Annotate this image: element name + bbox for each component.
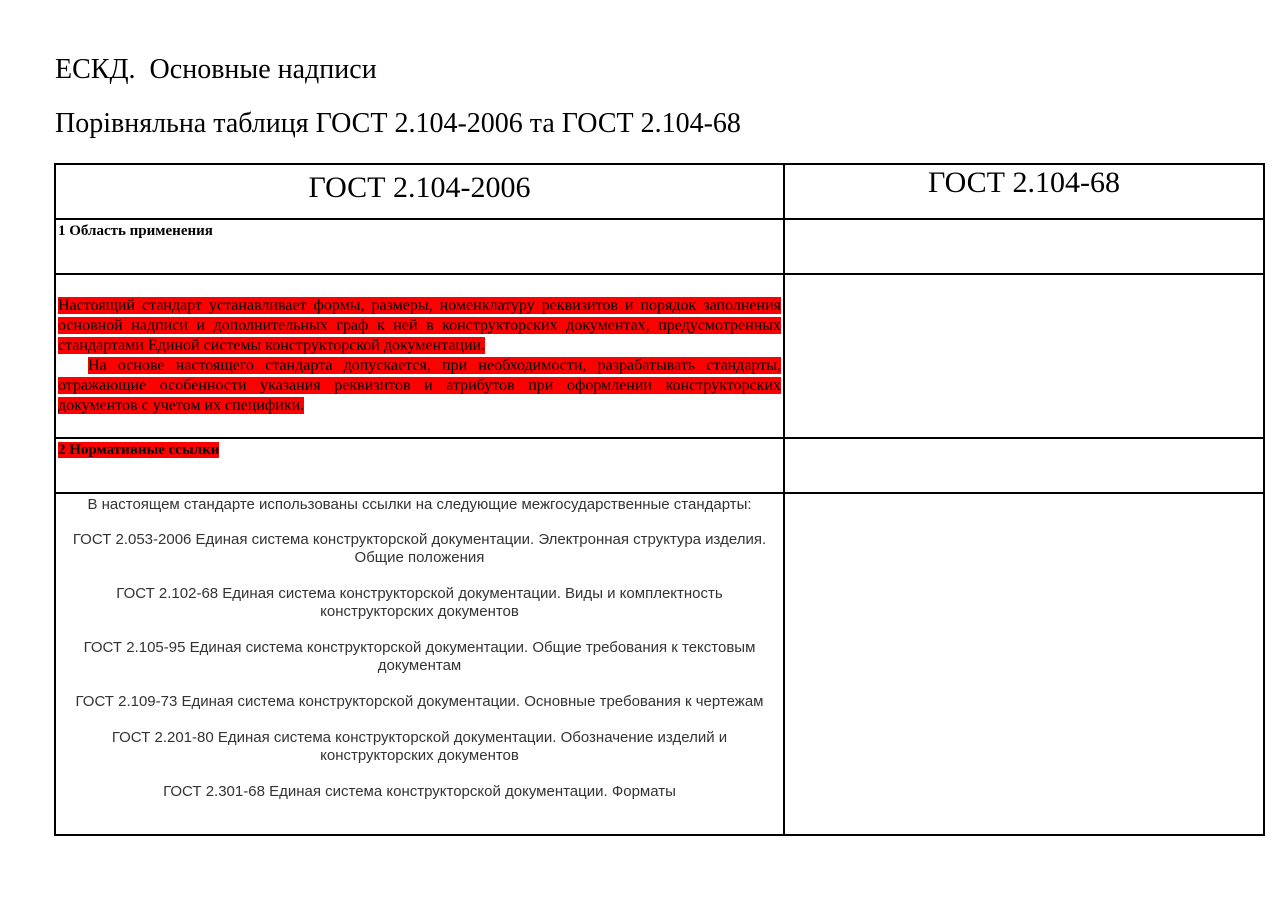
section2-refs-cell-68 (784, 493, 1264, 835)
section2-title: 2 Нормативные ссылки (58, 442, 220, 458)
section1-title-row (55, 219, 1264, 274)
section2-refs-row (55, 493, 1264, 835)
references-list (56, 494, 783, 801)
section1-text-cell (55, 274, 784, 438)
reference-item: ГОСТ 2.105-95 Единая система конструкторской документации. Общие требования к текстовым документам (83, 639, 756, 674)
references-intro: В настоящем стандарте использованы ссылки на следующие межгосударственные стандарты: (87, 496, 752, 513)
reference-item: ГОСТ 2.301-68 Единая система конструкторской документации. Форматы (163, 783, 676, 800)
section2-title-cell (55, 438, 784, 493)
scope-text-block (56, 275, 783, 416)
header-label-68: ГОСТ 2.104-68 (928, 166, 1120, 199)
section1-text-row (55, 274, 1264, 438)
reference-item: ГОСТ 2.102-68 Единая система конструкторской документации. Виды и комплектность конструкторских документов (116, 585, 723, 620)
section2-title-cell-68 (784, 438, 1264, 493)
document-subtitle: Порівняльна таблиця ГОСТ 2.104-2006 та ГОСТ 2.104-68 (55, 108, 741, 139)
section2-refs-cell (55, 493, 784, 835)
header-cell-2006 (55, 164, 784, 219)
reference-item: ГОСТ 2.109-73 Единая система конструкторской документации. Основные требования к чертежам (75, 693, 764, 710)
section1-title-cell-68 (784, 219, 1264, 274)
scope-paragraph-2: На основе настоящего стандарта допускается, при необходимости, разрабатывать стандарты, отражающие особенности указания реквизитов и атрибутов при оформлении конструкторских документов с учетом их специфики. (58, 357, 781, 414)
section1-title-cell (55, 219, 784, 274)
document-title: ЕСКД. Основные надписи (55, 54, 377, 85)
header-row (55, 164, 1264, 219)
header-cell-68 (784, 164, 1264, 219)
comparison-table (54, 163, 1265, 836)
section1-text-cell-68 (784, 274, 1264, 438)
scope-paragraph-1: Настоящий стандарт устанавливает формы, размеры, номенклатуру реквизитов и порядок заполнения основной надписи и дополнительных граф к ней в конструкторских документах, предусмотренных стандартами Единой системы конструкторской документации. (58, 297, 781, 354)
reference-item: ГОСТ 2.201-80 Единая система конструкторской документации. Обозначение изделий и конструкторских документов (111, 729, 728, 764)
section2-title-row (55, 438, 1264, 493)
reference-item: ГОСТ 2.053-2006 Единая система конструкторской документации. Электронная структура изделия. Общие положения (72, 531, 767, 566)
section1-title: 1 Область применения (58, 223, 213, 239)
header-label-2006: ГОСТ 2.104-2006 (308, 171, 531, 204)
